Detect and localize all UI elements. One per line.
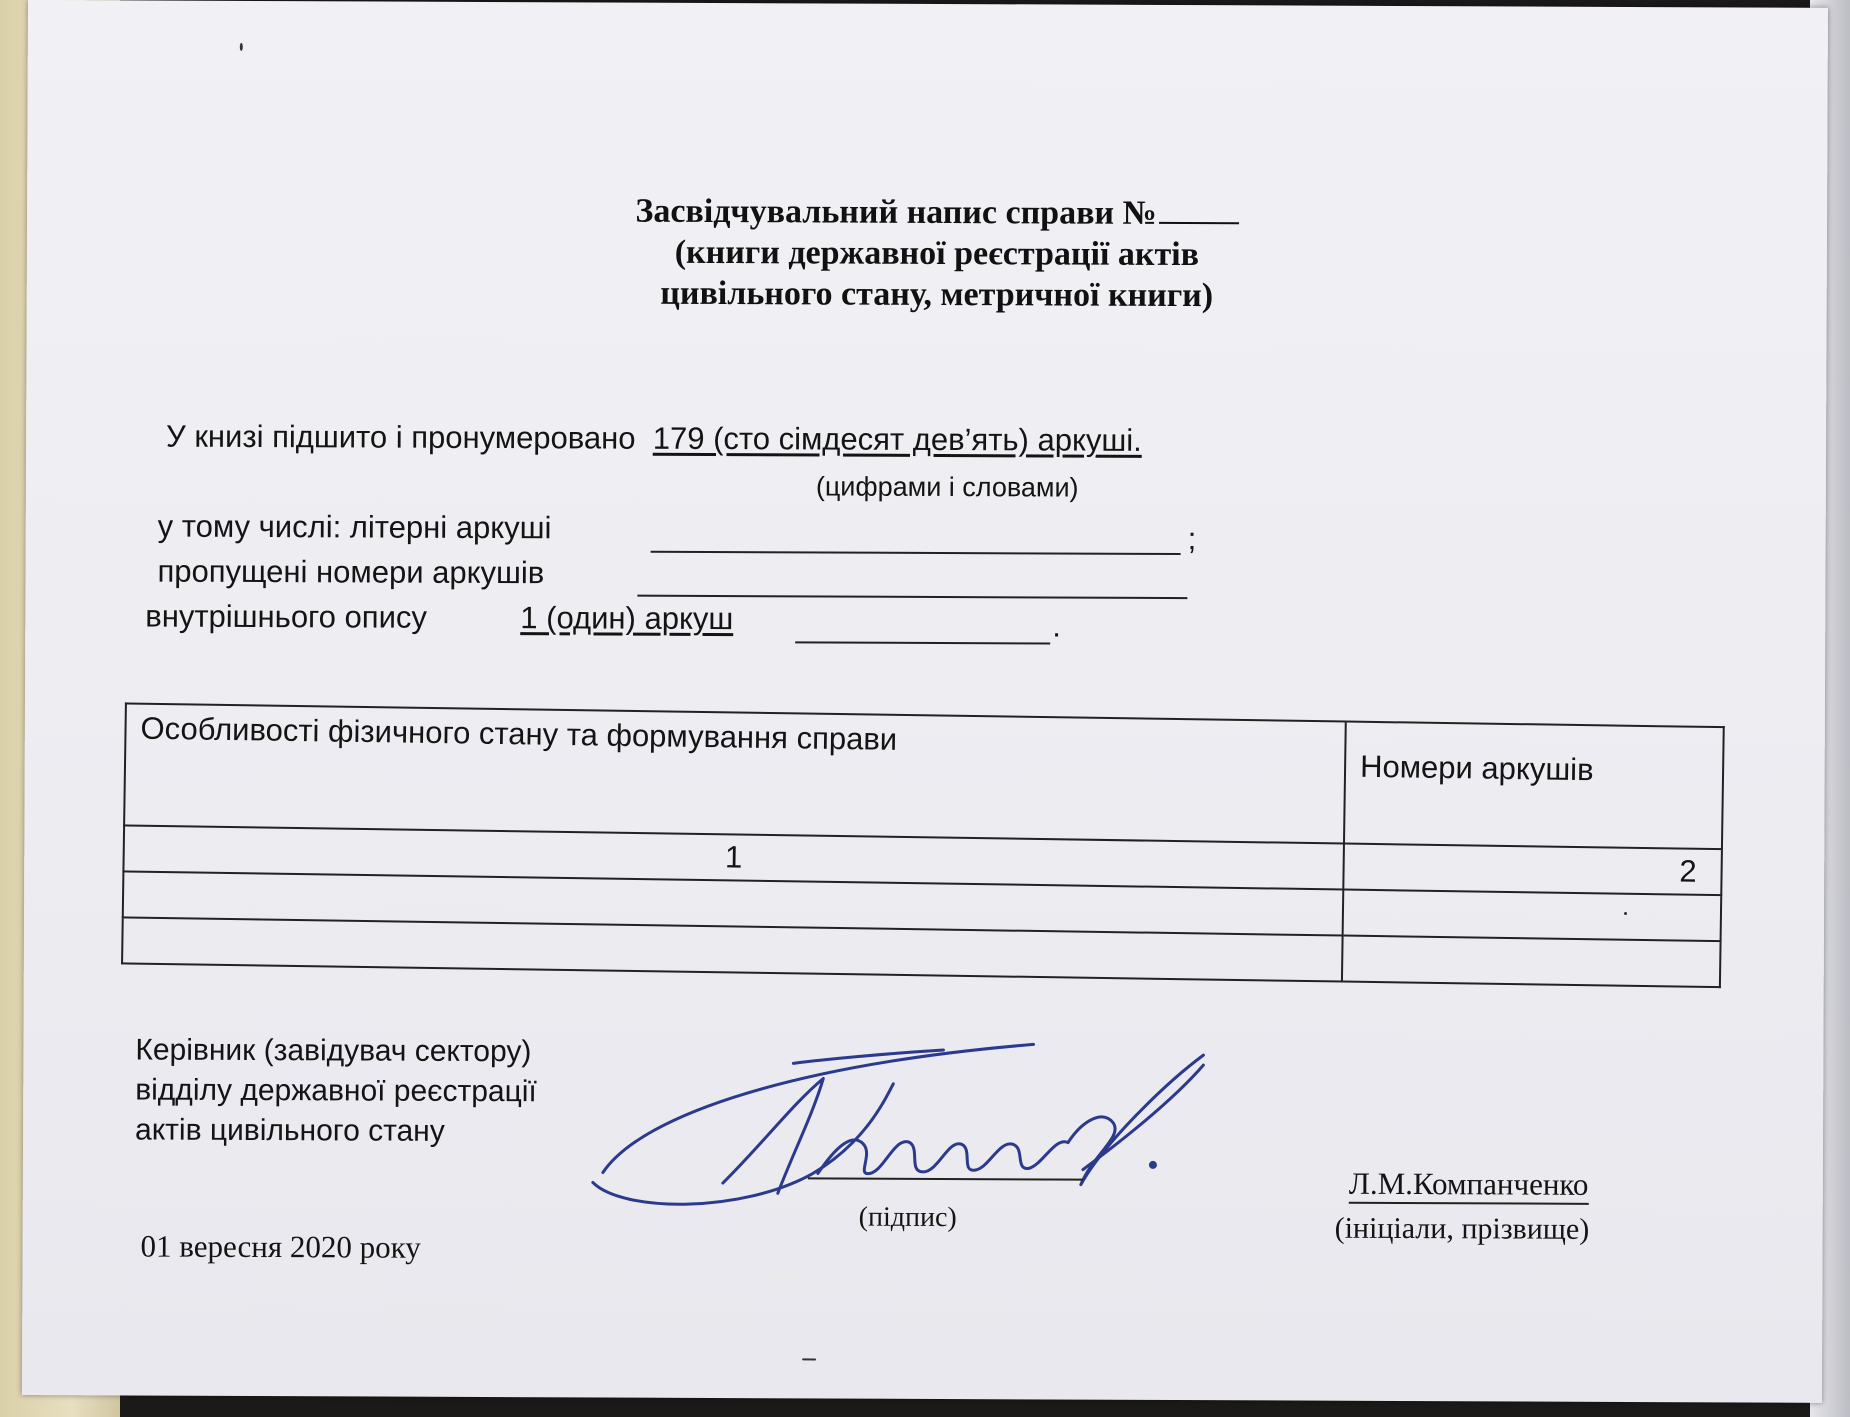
signatory-line-1: Керівник (завідувач сектору) — [135, 1033, 532, 1069]
sheets-caption: (цифрами і словами) — [815, 471, 1079, 503]
signatory-line-3: актів цивільного стану — [134, 1113, 445, 1148]
col2-header: Номери аркушів — [1344, 722, 1724, 850]
col1-number: 1 — [123, 825, 1344, 889]
col2-number: 2 — [1343, 844, 1722, 896]
internal-inventory-label: внутрішнього опису — [145, 598, 428, 635]
case-number-blank — [1159, 194, 1239, 224]
internal-inventory-blank — [795, 641, 1050, 644]
document-page — [22, 0, 1828, 1403]
title-line-3: цивільного стану, метричної книги) — [660, 274, 1214, 315]
sheets-prefix: У книзі підшито і пронумеровано — [166, 418, 636, 456]
document-date: 01 вересня 2020 року — [140, 1228, 421, 1265]
signature-caption: (підпис) — [858, 1201, 957, 1234]
paper-speck — [1624, 912, 1627, 915]
signatory-position — [135, 1030, 537, 1152]
title-line-1: Засвідчувальний напис справи № — [635, 192, 1157, 232]
paper-speck — [240, 43, 243, 51]
paper-speck — [802, 1358, 816, 1360]
signatory-name: Л.М.Компанченко — [1349, 1166, 1589, 1203]
sheets-value: 179 (сто сімдесят дев’ять) аркуші. — [652, 420, 1142, 458]
col1-header: Особливості фізичного стану та формування справи — [124, 703, 1346, 843]
letter-sheets-blank — [651, 551, 1181, 555]
internal-inventory-end: . — [1052, 608, 1061, 644]
sheets-statement — [166, 419, 1142, 459]
handwritten-signature — [563, 1022, 1284, 1225]
title-line-2: (книги державної реєстрації актів — [674, 233, 1200, 274]
signatory-name-caption: (ініціали, прізвище) — [1334, 1211, 1590, 1246]
signatory-line-2: відділу державної реєстрації — [135, 1073, 537, 1109]
missing-sheets-blank — [637, 595, 1187, 599]
letter-sheets-end: ; — [1187, 521, 1197, 557]
letter-sheets-label: у тому числі: літерні аркуші — [157, 508, 552, 546]
internal-inventory-value: 1 (один) аркуш — [520, 600, 734, 637]
document-title — [537, 190, 1338, 316]
missing-sheets-label: пропущені номери аркушів — [157, 553, 545, 591]
physical-state-table — [121, 702, 1725, 988]
table-header-row — [124, 703, 1724, 849]
